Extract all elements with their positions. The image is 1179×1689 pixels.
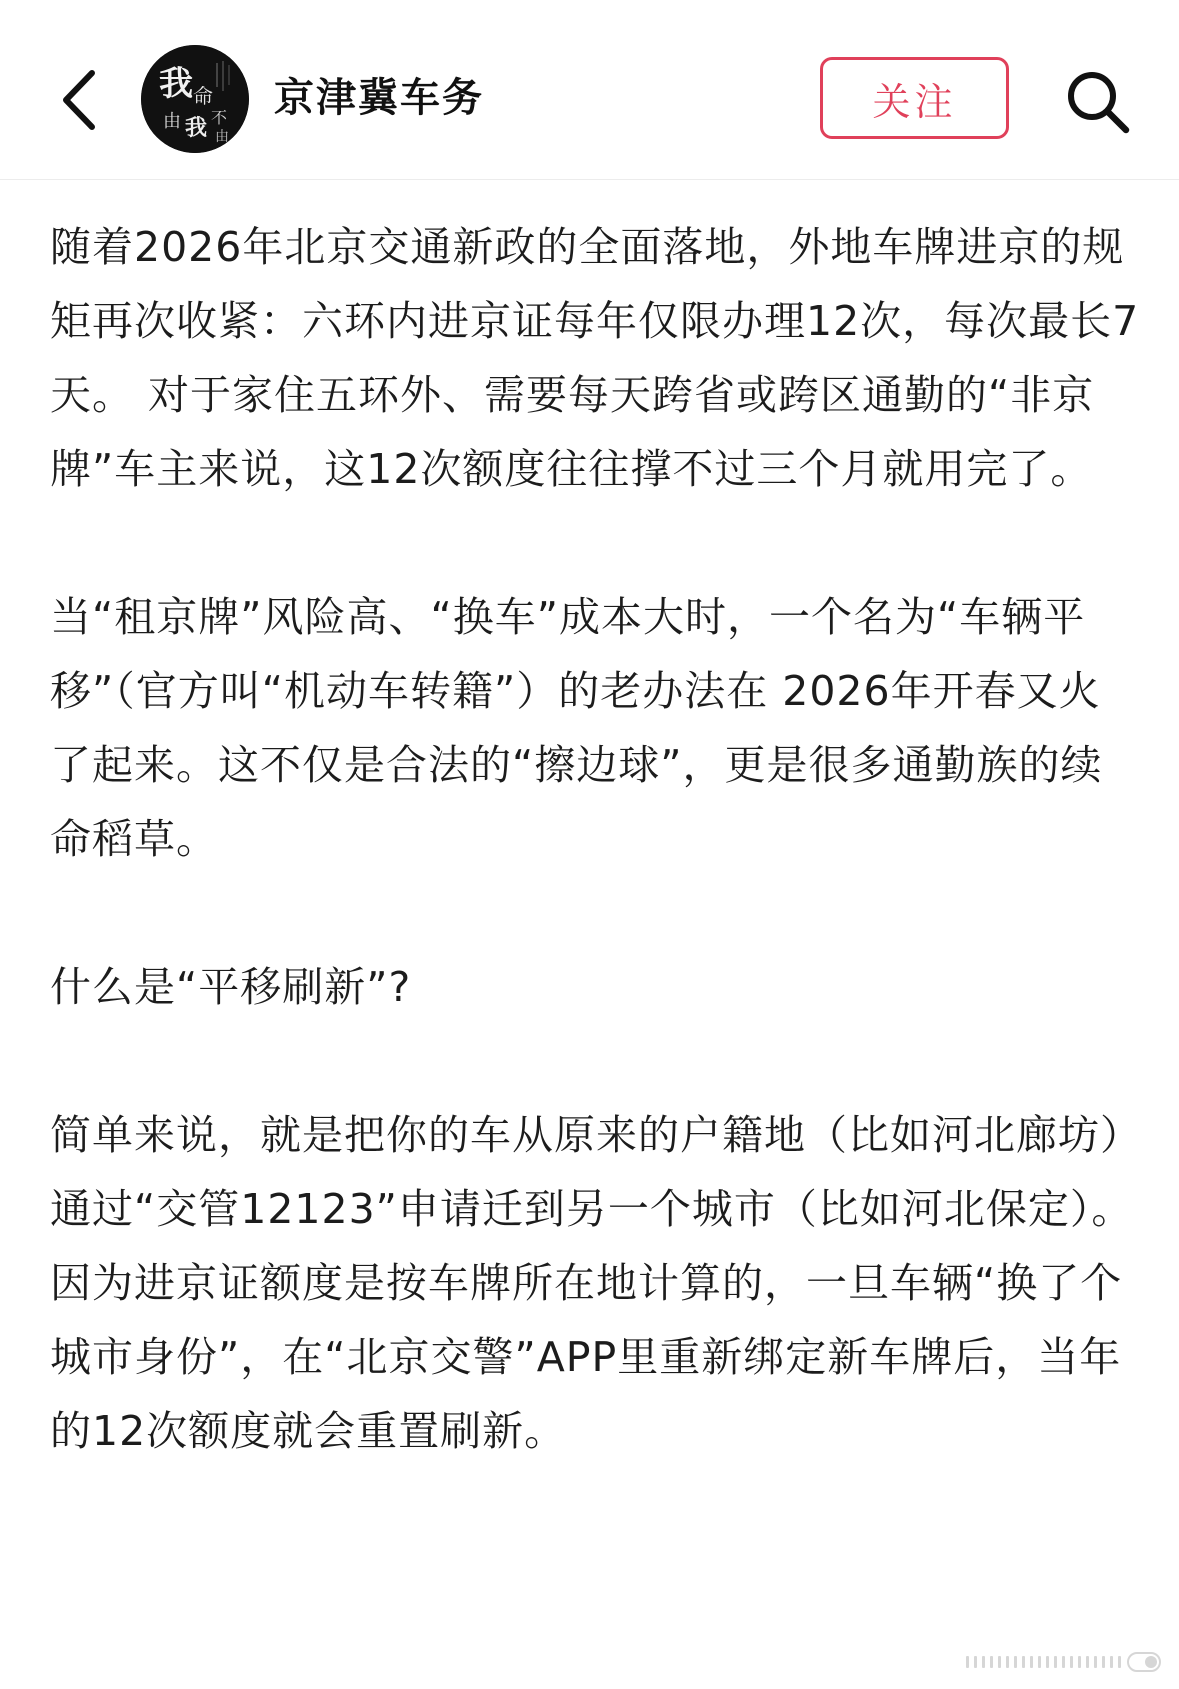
paragraph-spacer (50, 1024, 1140, 1098)
avatar-calligraphy-image (141, 45, 249, 153)
account-name[interactable]: 京津冀车务 (274, 75, 484, 121)
article-paragraph-explanation: 简单来说，就是把你的车从原来的户籍地（比如河北廊坊）通过“交管12123”申请迁到另一个城市（比如河北保定）。因为进京证额度是按车牌所在地计算的，一旦车辆“换了个城市身份”，在“北京交警”APP里重新绑定新车牌后，当年的12次额度就会重置刷新。 (50, 1111, 1134, 1455)
follow-button[interactable]: 关注 (820, 57, 1009, 139)
article-paragraph-background: 当“租京牌”风险高、“换车”成本大时，一个名为“车辆平移”（官方叫“机动车转籍”）的老办法在 2026年开春又火了起来。这不仅是合法的“擦边球”，更是很多通勤族的续命稻草。 (50, 593, 1103, 863)
svg-text:不: 不 (211, 108, 228, 127)
svg-text:由: 由 (163, 111, 181, 132)
paragraph-spacer (50, 506, 1140, 580)
top-nav-bar (0, 0, 1179, 180)
svg-text:我: 我 (185, 115, 208, 141)
avatar[interactable] (141, 45, 249, 153)
svg-text:命: 命 (193, 84, 213, 108)
search-button[interactable] (1062, 66, 1134, 138)
back-button[interactable] (48, 62, 108, 138)
svg-text:我: 我 (159, 64, 193, 104)
scroll-progress-indicator (964, 1647, 1164, 1677)
article-body (50, 210, 1140, 1468)
article-paragraph-intro: 随着2026年北京交通新政的全面落地，外地车牌进京的规矩再次收紧：六环内进京证每年仅限办理12次，每次最长7天。 对于家住五环外、需要每天跨省或跨区通勤的“非京牌”车主来说，这12次额度往往撑不过三个月就用完了。 (50, 223, 1140, 493)
svg-text:由: 由 (215, 129, 229, 145)
search-icon (1062, 66, 1134, 138)
article-section-heading: 什么是“平移刷新”? (50, 963, 412, 1011)
paragraph-spacer (50, 876, 1140, 950)
chevron-left-icon (58, 69, 98, 131)
